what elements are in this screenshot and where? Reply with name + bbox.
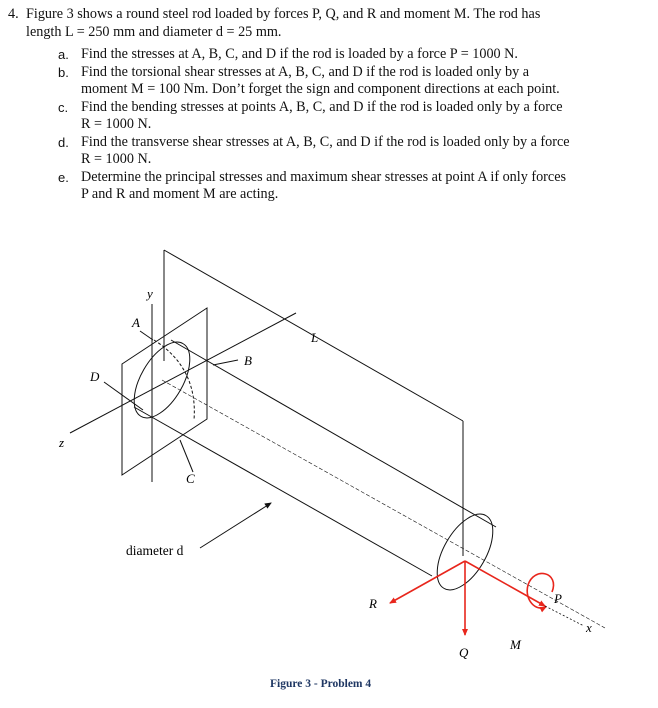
leader-A [140,331,153,340]
label-y: y [147,286,153,301]
x-axis-extension [545,606,584,626]
part-marker: c. [58,99,69,115]
label-Q: Q [459,645,469,660]
label-x: x [586,620,592,635]
label-diameter: diameter d [126,543,184,558]
label-R: R [369,596,377,611]
part-line: R = 1000 N. [81,116,152,132]
z-axis [70,313,296,433]
stem-line-2: length L = 250 mm and diameter d = 25 mm. [26,23,282,40]
part-line: Find the transverse shear stresses at A, B, C, and D if the rod is loaded only by a force [81,133,570,150]
part-marker: b. [58,64,69,80]
part-line: Determine the principal stresses and maximum shear stresses at point A if only forces [81,168,567,185]
part-line: Find the bending stresses at points A, B, C, and D if the rod is loaded only by a force [81,98,563,115]
label-A: A [132,315,140,330]
label-B: B [244,353,252,368]
label-L: L [311,330,319,345]
leader-diameter [200,505,268,548]
label-P: P [554,591,562,606]
rod-hidden-arc [154,340,194,420]
part-line: R = 1000 N. [81,151,152,167]
leader-C [180,440,193,472]
leader-B [213,360,238,365]
force-P-arrow [465,561,545,606]
problem-number: 4. [8,6,19,22]
part-line: Find the stresses at A, B, C, and D if the rod is loaded by a force P = 1000 N. [81,46,518,62]
part-line: moment M = 100 Nm. Don’t forget the sign and component directions at each point. [81,81,560,97]
stem-line-1: Figure 3 shows a round steel rod loaded by forces P, Q, and R and moment M. The rod has [26,6,541,22]
figure-caption: Figure 3 - Problem 4 [270,678,372,690]
part-line: Find the torsional shear stresses at A, B, C, and D if the rod is loaded only by a [81,63,530,80]
rod-top-edge [171,340,496,527]
part-marker: e. [58,169,69,185]
leader-diameter-2 [266,503,271,506]
label-M: M [510,637,521,652]
leader-D [104,382,143,410]
part-marker: d. [58,134,69,150]
rod-axis [162,380,605,628]
part-line: P and R and moment M are acting. [81,186,279,202]
label-C: C [186,471,195,486]
label-z: z [59,435,65,450]
part-marker: a. [58,47,69,62]
force-R-arrow [390,561,465,603]
label-D: D [90,369,100,384]
